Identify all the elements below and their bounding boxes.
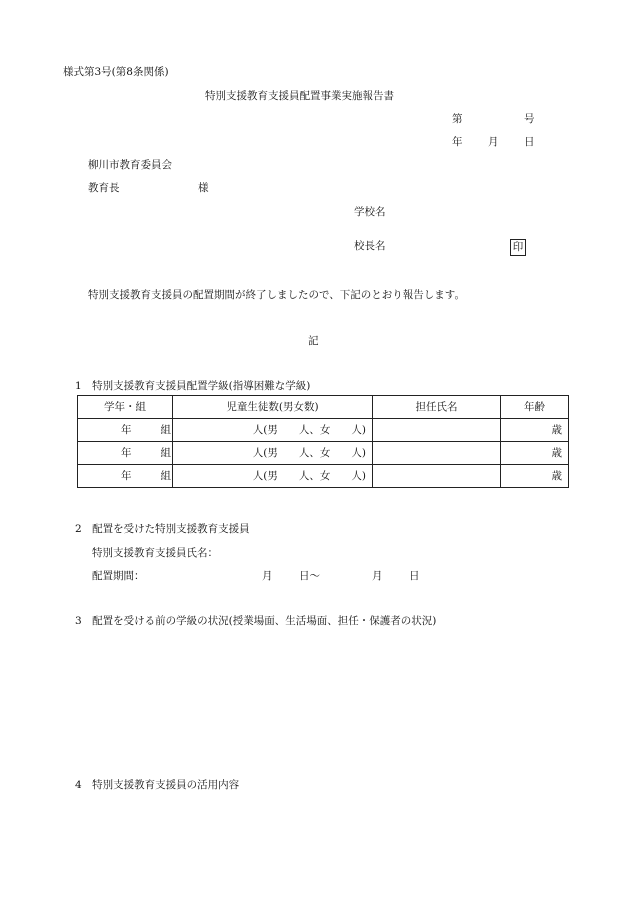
addressee-honorific: 様	[198, 182, 209, 194]
class-unit: 組	[160, 446, 171, 459]
age-cell: 歳	[501, 419, 569, 442]
header-age: 年齢	[501, 396, 569, 419]
student-count-cell: 人(男 人、女 人)	[173, 419, 373, 442]
seal-mark: 印	[510, 239, 526, 256]
age-cell: 歳	[501, 442, 569, 465]
date-month: 月	[488, 136, 499, 148]
header-teacher-name: 担任氏名	[373, 396, 501, 419]
student-count-cell: 人(男 人、女 人)	[173, 442, 373, 465]
class-unit: 組	[160, 423, 171, 436]
table-row	[78, 465, 569, 488]
class-unit: 組	[160, 469, 171, 482]
doc-number-suffix: 号	[524, 113, 535, 125]
header-grade-class: 学年・組	[78, 396, 173, 419]
teacher-name-cell	[373, 442, 501, 465]
doc-number-prefix: 第	[452, 113, 463, 125]
supporter-name-label: 特別支援教育支援員氏名：	[92, 547, 218, 559]
grade-unit: 年	[121, 469, 132, 482]
section2-heading: 2 配置を受けた特別支援教育支援員	[75, 523, 250, 535]
age-cell: 歳	[501, 465, 569, 488]
school-name-label: 学校名	[354, 206, 386, 218]
grade-class-cell	[78, 419, 173, 442]
student-count-cell: 人(男 人、女 人)	[173, 465, 373, 488]
section3-heading: 3 配置を受ける前の学級の状況(授業場面、生活場面、担任・保護者の状況)	[75, 615, 437, 627]
teacher-name-cell	[373, 419, 501, 442]
header-student-count: 児童生徒数(男女数)	[173, 396, 373, 419]
document-title: 特別支援教育支援員配置事業実施報告書	[205, 90, 394, 102]
form-number-label: 様式第3号(第8条関係)	[63, 66, 169, 78]
class-table	[77, 395, 569, 488]
date-year: 年	[452, 136, 463, 148]
grade-unit: 年	[121, 423, 132, 436]
date-day: 日	[524, 136, 535, 148]
principal-name-label: 校長名	[354, 240, 386, 252]
table-row	[78, 419, 569, 442]
period-day-end: 日	[409, 570, 420, 582]
ki-heading: 記	[308, 335, 319, 347]
intro-text: 特別支援教育支援員の配置期間が終了しましたので、下記のとおり報告します。	[88, 289, 465, 301]
section4-heading: 4 特別支援教育支援員の活用内容	[75, 779, 240, 791]
period-label: 配置期間：	[92, 570, 145, 582]
table-header-row	[78, 396, 569, 419]
period-day-start: 日〜	[299, 570, 320, 582]
table-row	[78, 442, 569, 465]
addressee-org: 柳川市教育委員会	[88, 159, 172, 171]
grade-class-cell	[78, 465, 173, 488]
addressee-role: 教育長	[88, 182, 120, 194]
teacher-name-cell	[373, 465, 501, 488]
period-month-start: 月	[262, 570, 273, 582]
grade-unit: 年	[121, 446, 132, 459]
section1-heading: 1 特別支援教育支援員配置学級(指導困難な学級)	[75, 380, 311, 392]
grade-class-cell	[78, 442, 173, 465]
period-month-end: 月	[372, 570, 383, 582]
